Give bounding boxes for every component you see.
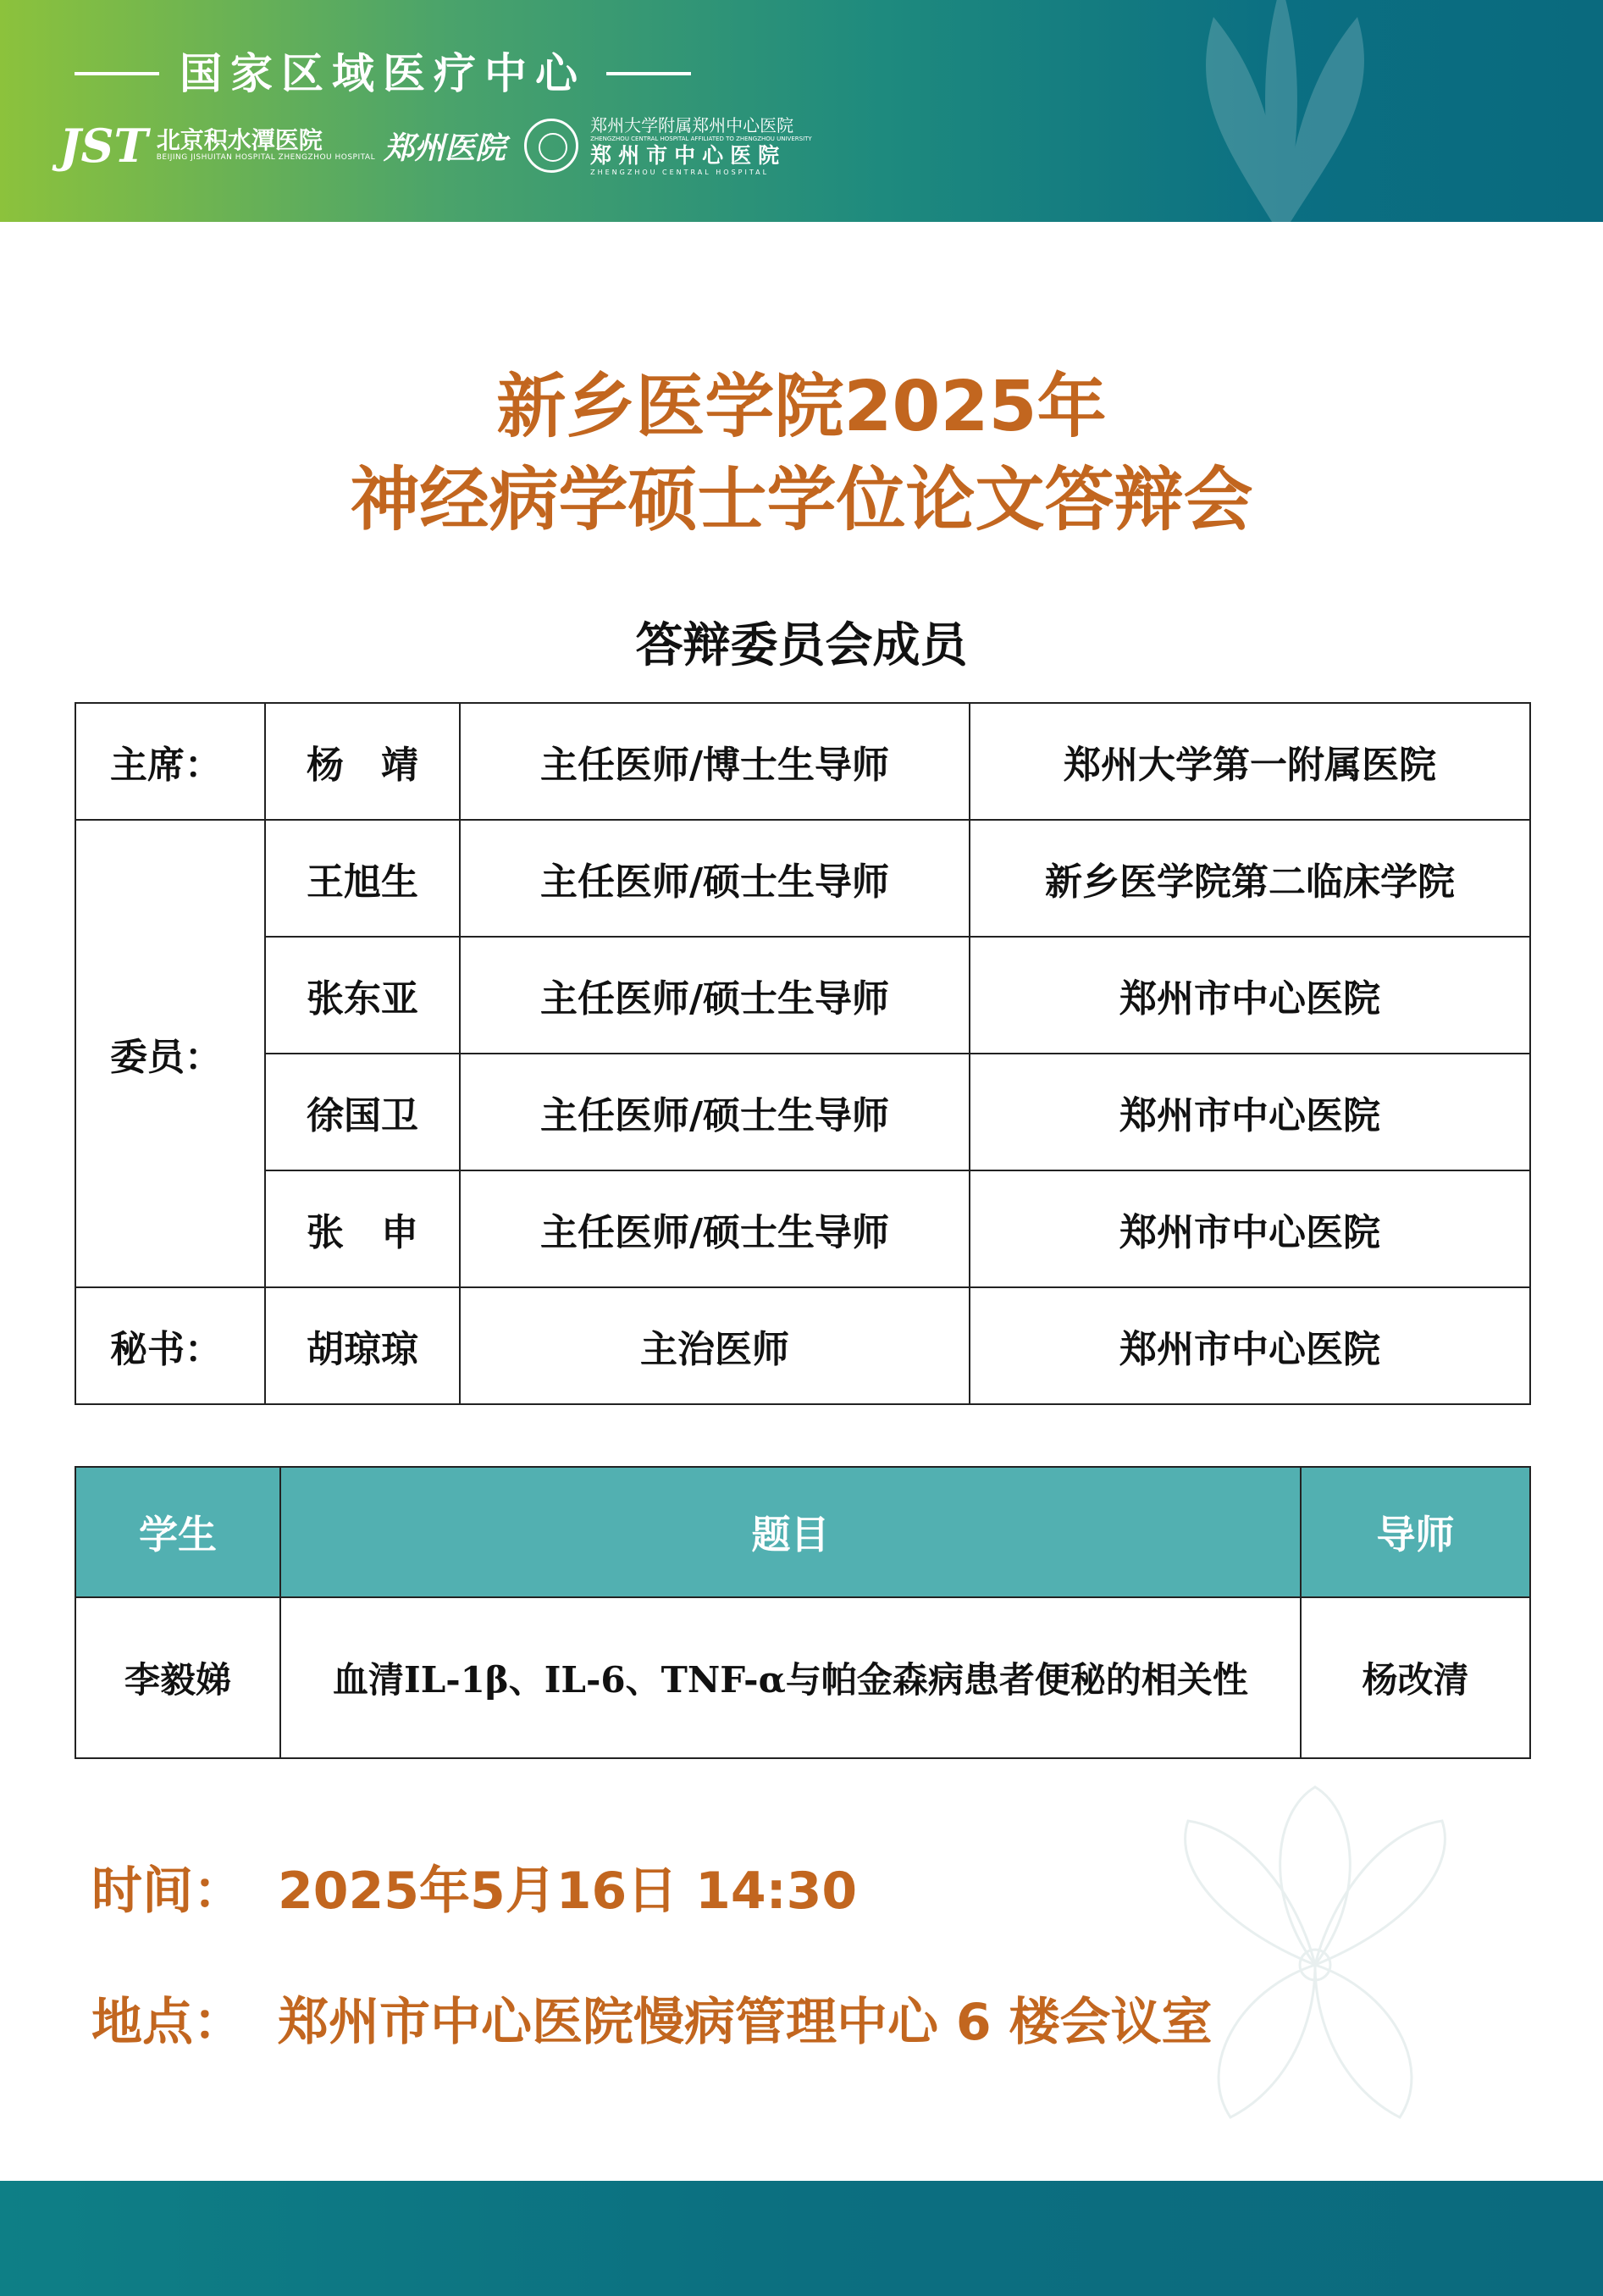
magnolia-decoration <box>1061 0 1501 222</box>
committee-row-secretary <box>75 1287 1530 1404</box>
member-title: 主任医师/硕士生导师 <box>460 1054 970 1170</box>
header-banner <box>0 0 1603 222</box>
jst-logo-icon: JST <box>59 119 148 173</box>
regional-center-title <box>75 49 691 98</box>
member-org: 郑州市中心医院 <box>970 1287 1530 1404</box>
header-advisor: 导师 <box>1301 1467 1530 1597</box>
event-place <box>91 1993 1213 2052</box>
thesis-topic: 血清IL-1β、IL-6、TNF-α与帕金森病患者便秘的相关性 <box>333 1659 1248 1701</box>
committee-table <box>75 702 1531 1405</box>
student-name: 李毅娣 <box>75 1597 280 1758</box>
student-thesis-table <box>75 1466 1531 1759</box>
member-org: 郑州大学第一附属医院 <box>970 703 1530 820</box>
member-title: 主任医师/硕士生导师 <box>460 1170 970 1287</box>
place-label: 地点： <box>91 1993 244 2052</box>
committee-row-chair <box>75 703 1530 820</box>
jst-name-cn: 北京积水潭医院 <box>156 126 323 154</box>
page-title-line1: 新乡医学院2025年 <box>496 367 1107 447</box>
footer-bar <box>0 2181 1603 2296</box>
member-org: 郑州市中心医院 <box>970 1170 1530 1287</box>
member-org: 新乡医学院第二临床学院 <box>970 820 1530 937</box>
time-label: 时间： <box>91 1862 244 1921</box>
center-name: 国家区域医疗中心 <box>180 49 586 98</box>
member-title: 主任医师/硕士生导师 <box>460 937 970 1054</box>
zz-affiliation-cn: 郑州大学附属郑州中心医院 <box>590 114 794 136</box>
zhengzhou-hospital-calligraphy: 郑州医院 <box>384 130 506 166</box>
jst-name-en: BEIJING JISHUITAN HOSPITAL ZHENGZHOU HOSPITAL <box>156 153 376 163</box>
hospital-seal-icon <box>524 119 578 173</box>
student-row <box>75 1597 1530 1758</box>
member-org: 郑州市中心医院 <box>970 937 1530 1054</box>
role-secretary: 秘书： <box>75 1287 265 1404</box>
zz-affiliation-en: ZHENGZHOU CENTRAL HOSPITAL AFFILIATED TO ZHENGZHOU UNIVERSITY <box>590 135 812 142</box>
thesis-topic-cell <box>280 1597 1301 1758</box>
committee-row-member <box>75 820 1530 937</box>
member-name: 王旭生 <box>265 820 460 937</box>
committee-heading: 答辩委员会成员 <box>635 618 968 673</box>
role-members: 委员： <box>75 820 265 1287</box>
role-chair: 主席： <box>75 703 265 820</box>
committee-row-member <box>75 1170 1530 1287</box>
jst-logo-text <box>157 128 375 163</box>
page-title-line2: 神经病学硕士学位论文答辩会 <box>350 460 1253 540</box>
event-time <box>91 1862 858 1921</box>
member-title: 主任医师/博士生导师 <box>460 703 970 820</box>
member-name: 杨 靖 <box>265 703 460 820</box>
member-org: 郑州市中心医院 <box>970 1054 1530 1170</box>
member-name: 张东亚 <box>265 937 460 1054</box>
zz-hospital-name-cn: 郑州市中心医院 <box>590 142 787 168</box>
advisor-name: 杨改清 <box>1301 1597 1530 1758</box>
member-name: 徐国卫 <box>265 1054 460 1170</box>
zz-central-logo-text <box>590 115 812 177</box>
student-table-header <box>75 1467 1530 1597</box>
zz-hospital-name-en: ZHENGZHOU CENTRAL HOSPITAL <box>590 168 770 176</box>
title-dash-right <box>606 72 691 75</box>
member-name: 张 申 <box>265 1170 460 1287</box>
committee-row-member <box>75 937 1530 1054</box>
member-title: 主治医师 <box>460 1287 970 1404</box>
member-title: 主任医师/硕士生导师 <box>460 820 970 937</box>
title-dash-left <box>75 72 159 75</box>
member-name: 胡琼琼 <box>265 1287 460 1404</box>
hospital-logos <box>59 112 812 180</box>
flower-watermark <box>1061 1762 1569 2168</box>
header-student: 学生 <box>75 1467 280 1597</box>
header-topic: 题目 <box>280 1467 1301 1597</box>
place-value: 郑州市中心医院慢病管理中心 6 楼会议室 <box>278 1993 1213 2052</box>
committee-row-member <box>75 1054 1530 1170</box>
time-value: 2025年5月16日 14:30 <box>278 1862 858 1921</box>
